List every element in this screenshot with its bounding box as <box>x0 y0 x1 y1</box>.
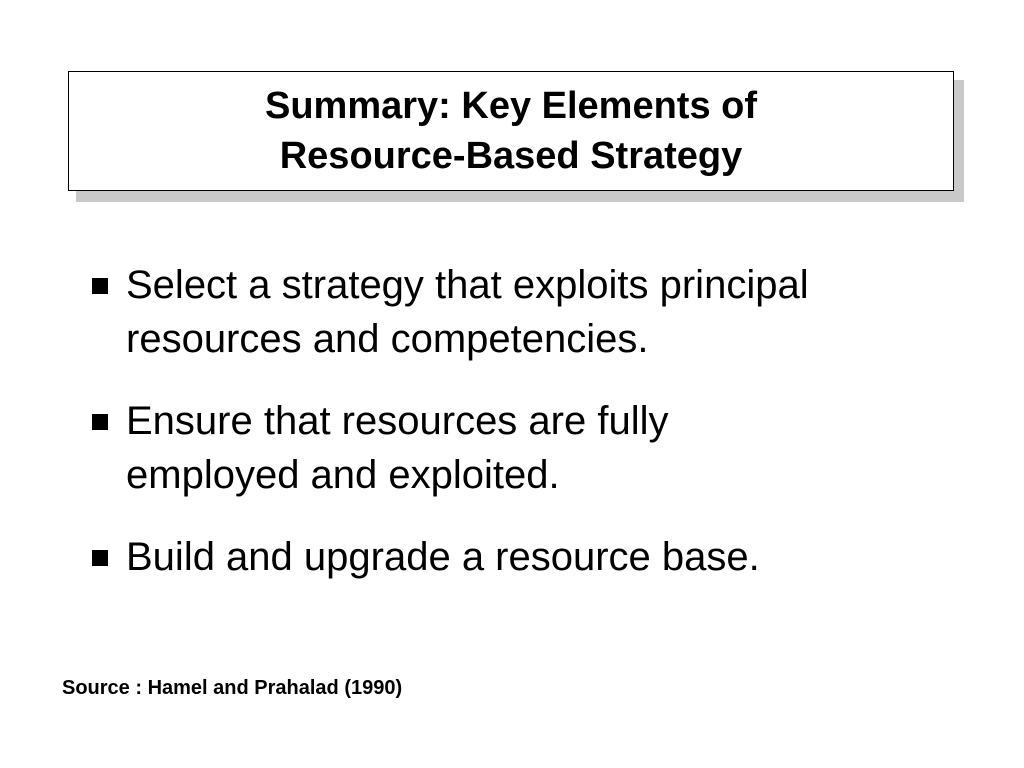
bullet-text-2-line-2: employed and exploited. <box>126 453 560 497</box>
bullet-item-1 <box>90 258 990 366</box>
square-bullet-icon <box>92 414 108 430</box>
bullet-item-2 <box>90 394 990 502</box>
bullet-text-3-line-1: Build and upgrade a resource base. <box>126 535 760 579</box>
bullet-text-1-line-1: Select a strategy that exploits principal <box>126 263 809 307</box>
bullet-item-3 <box>90 530 990 584</box>
square-bullet-icon <box>92 278 108 294</box>
bullet-text-2-line-1: Ensure that resources are fully <box>126 399 669 443</box>
title-box <box>68 71 954 191</box>
slide-title-line-2: Resource-Based Strategy <box>279 135 743 177</box>
source-citation: Source : Hamel and Prahalad (1990) <box>62 677 403 699</box>
bullet-list <box>90 258 990 612</box>
slide-title-line-1: Summary: Key Elements of <box>264 85 758 127</box>
square-bullet-icon <box>92 550 108 566</box>
bullet-text-1-line-2: resources and competencies. <box>126 317 649 361</box>
